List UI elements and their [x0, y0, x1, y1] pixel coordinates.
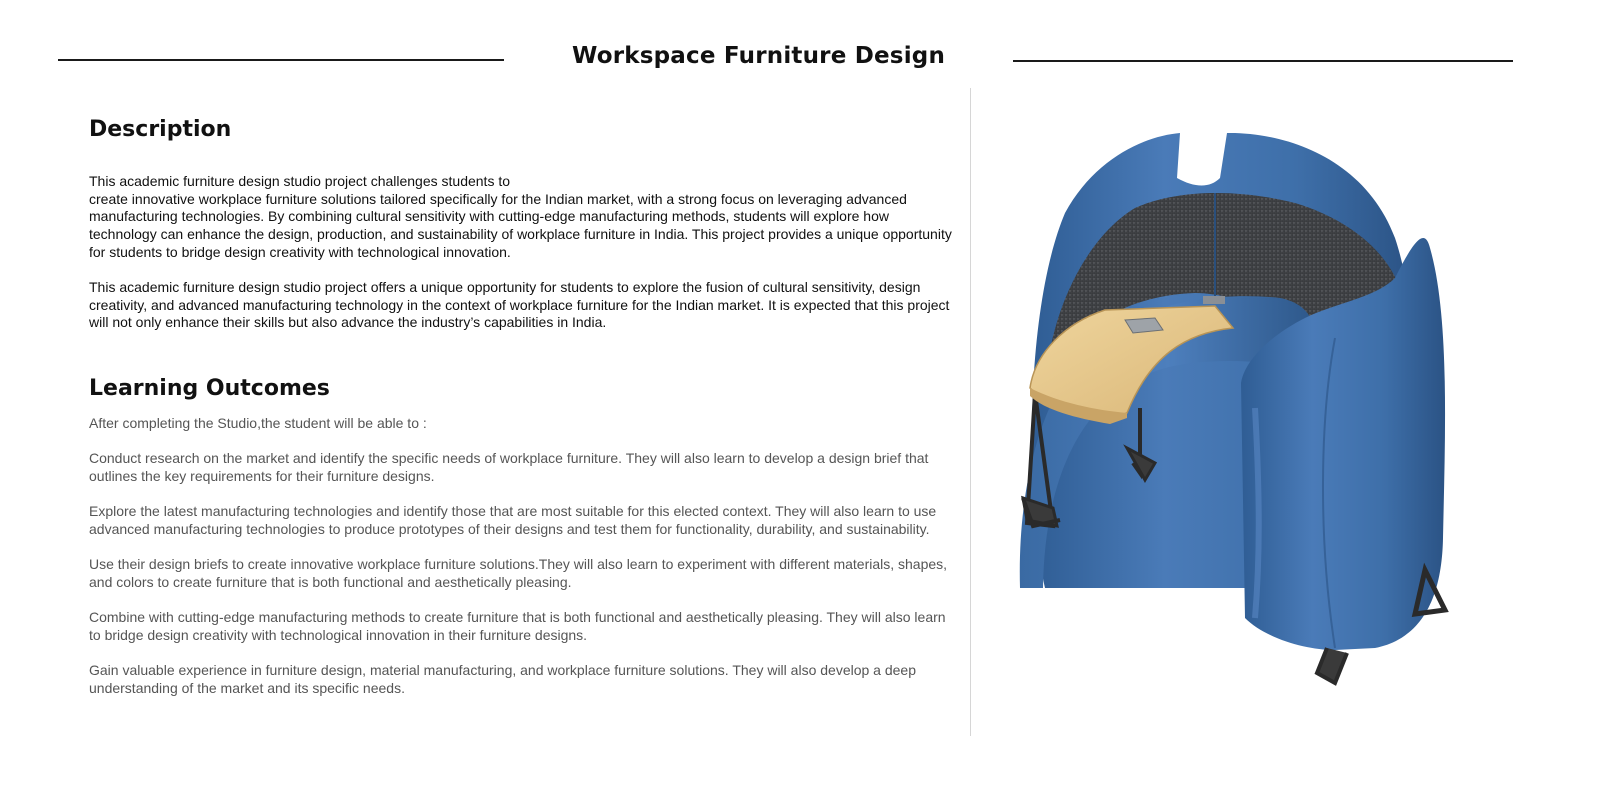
learning-outcome-item	[89, 556, 957, 591]
text-line: After completing the Studio,the student will be able to :	[89, 415, 427, 431]
text-line: outlines the key requirements for their furniture designs.	[89, 467, 435, 484]
learning-outcomes-intro	[89, 415, 957, 433]
learning-outcomes-heading: Learning Outcomes	[89, 376, 330, 401]
text-line: Conduct research on the market and identify the specific needs of workplace furniture. They will also learn to develop a design brief that	[89, 450, 929, 466]
text-line: creativity, and advanced manufacturing technology in the context of workplace furniture for the Indian market. It is expected that this project	[89, 296, 950, 313]
text-line: to bridge design creativity with technological innovation in their furniture designs.	[89, 626, 588, 643]
learning-outcome-item	[89, 609, 957, 644]
learning-outcome-item	[89, 662, 957, 697]
text-line: advanced manufacturing technologies to produce prototypes of their designs and test them for functionality, durability, and sustainability.	[89, 520, 930, 537]
text-line: for students to bridge design creativity with technological innovation.	[89, 243, 511, 260]
text-line: Explore the latest manufacturing technologies and identify those that are most suitable for this elected context. They will also learn to use	[89, 503, 937, 519]
learning-outcome-item	[89, 503, 957, 538]
page-title: Workspace Furniture Design	[571, 43, 946, 69]
title-rule-left	[58, 59, 504, 61]
column-divider	[970, 88, 971, 736]
pod-top-notch	[1180, 133, 1223, 180]
description-paragraph	[89, 173, 957, 262]
wall-fixture	[1203, 296, 1225, 304]
text-line: create innovative workplace furniture solutions tailored specifically for the Indian market, with a strong focus on leveraging advanced	[89, 190, 907, 207]
text-line: This academic furniture design studio project challenges students to	[89, 173, 511, 189]
description-heading: Description	[89, 117, 232, 142]
text-line: Use their design briefs to create innovative workplace furniture solutions.They will also learn to experiment with different materials, shapes,	[89, 556, 948, 572]
text-line: technology can enhance the design, production, and sustainability of workplace furniture in India. This project provides a unique opportunity	[89, 226, 952, 243]
text-line: Combine with cutting-edge manufacturing methods to create furniture that is both functional and aesthetically pleasing. They will also learn	[89, 609, 946, 625]
workspace-pod-image	[1005, 118, 1450, 728]
learning-outcome-item	[89, 450, 957, 485]
pod-foot	[1317, 648, 1347, 683]
title-rule-right	[1013, 60, 1513, 62]
text-line: This academic furniture design studio project offers a unique opportunity for students to explore the fusion of cultural sensitivity, design	[89, 279, 921, 295]
text-line: will not only enhance their skills but also advance the industry’s capabilities in India.	[89, 314, 607, 331]
description-paragraph	[89, 279, 957, 332]
text-line: manufacturing technologies. By combining cultural sensitivity with cutting-edge manufacturing methods, students will explore how	[89, 208, 889, 225]
text-line: understanding of the market and its specific needs.	[89, 679, 405, 696]
text-line: and colors to create furniture that is both functional and aesthetically pleasing.	[89, 573, 572, 590]
text-line: Gain valuable experience in furniture design, material manufacturing, and workplace furniture solutions. They will also develop a deep	[89, 662, 916, 678]
